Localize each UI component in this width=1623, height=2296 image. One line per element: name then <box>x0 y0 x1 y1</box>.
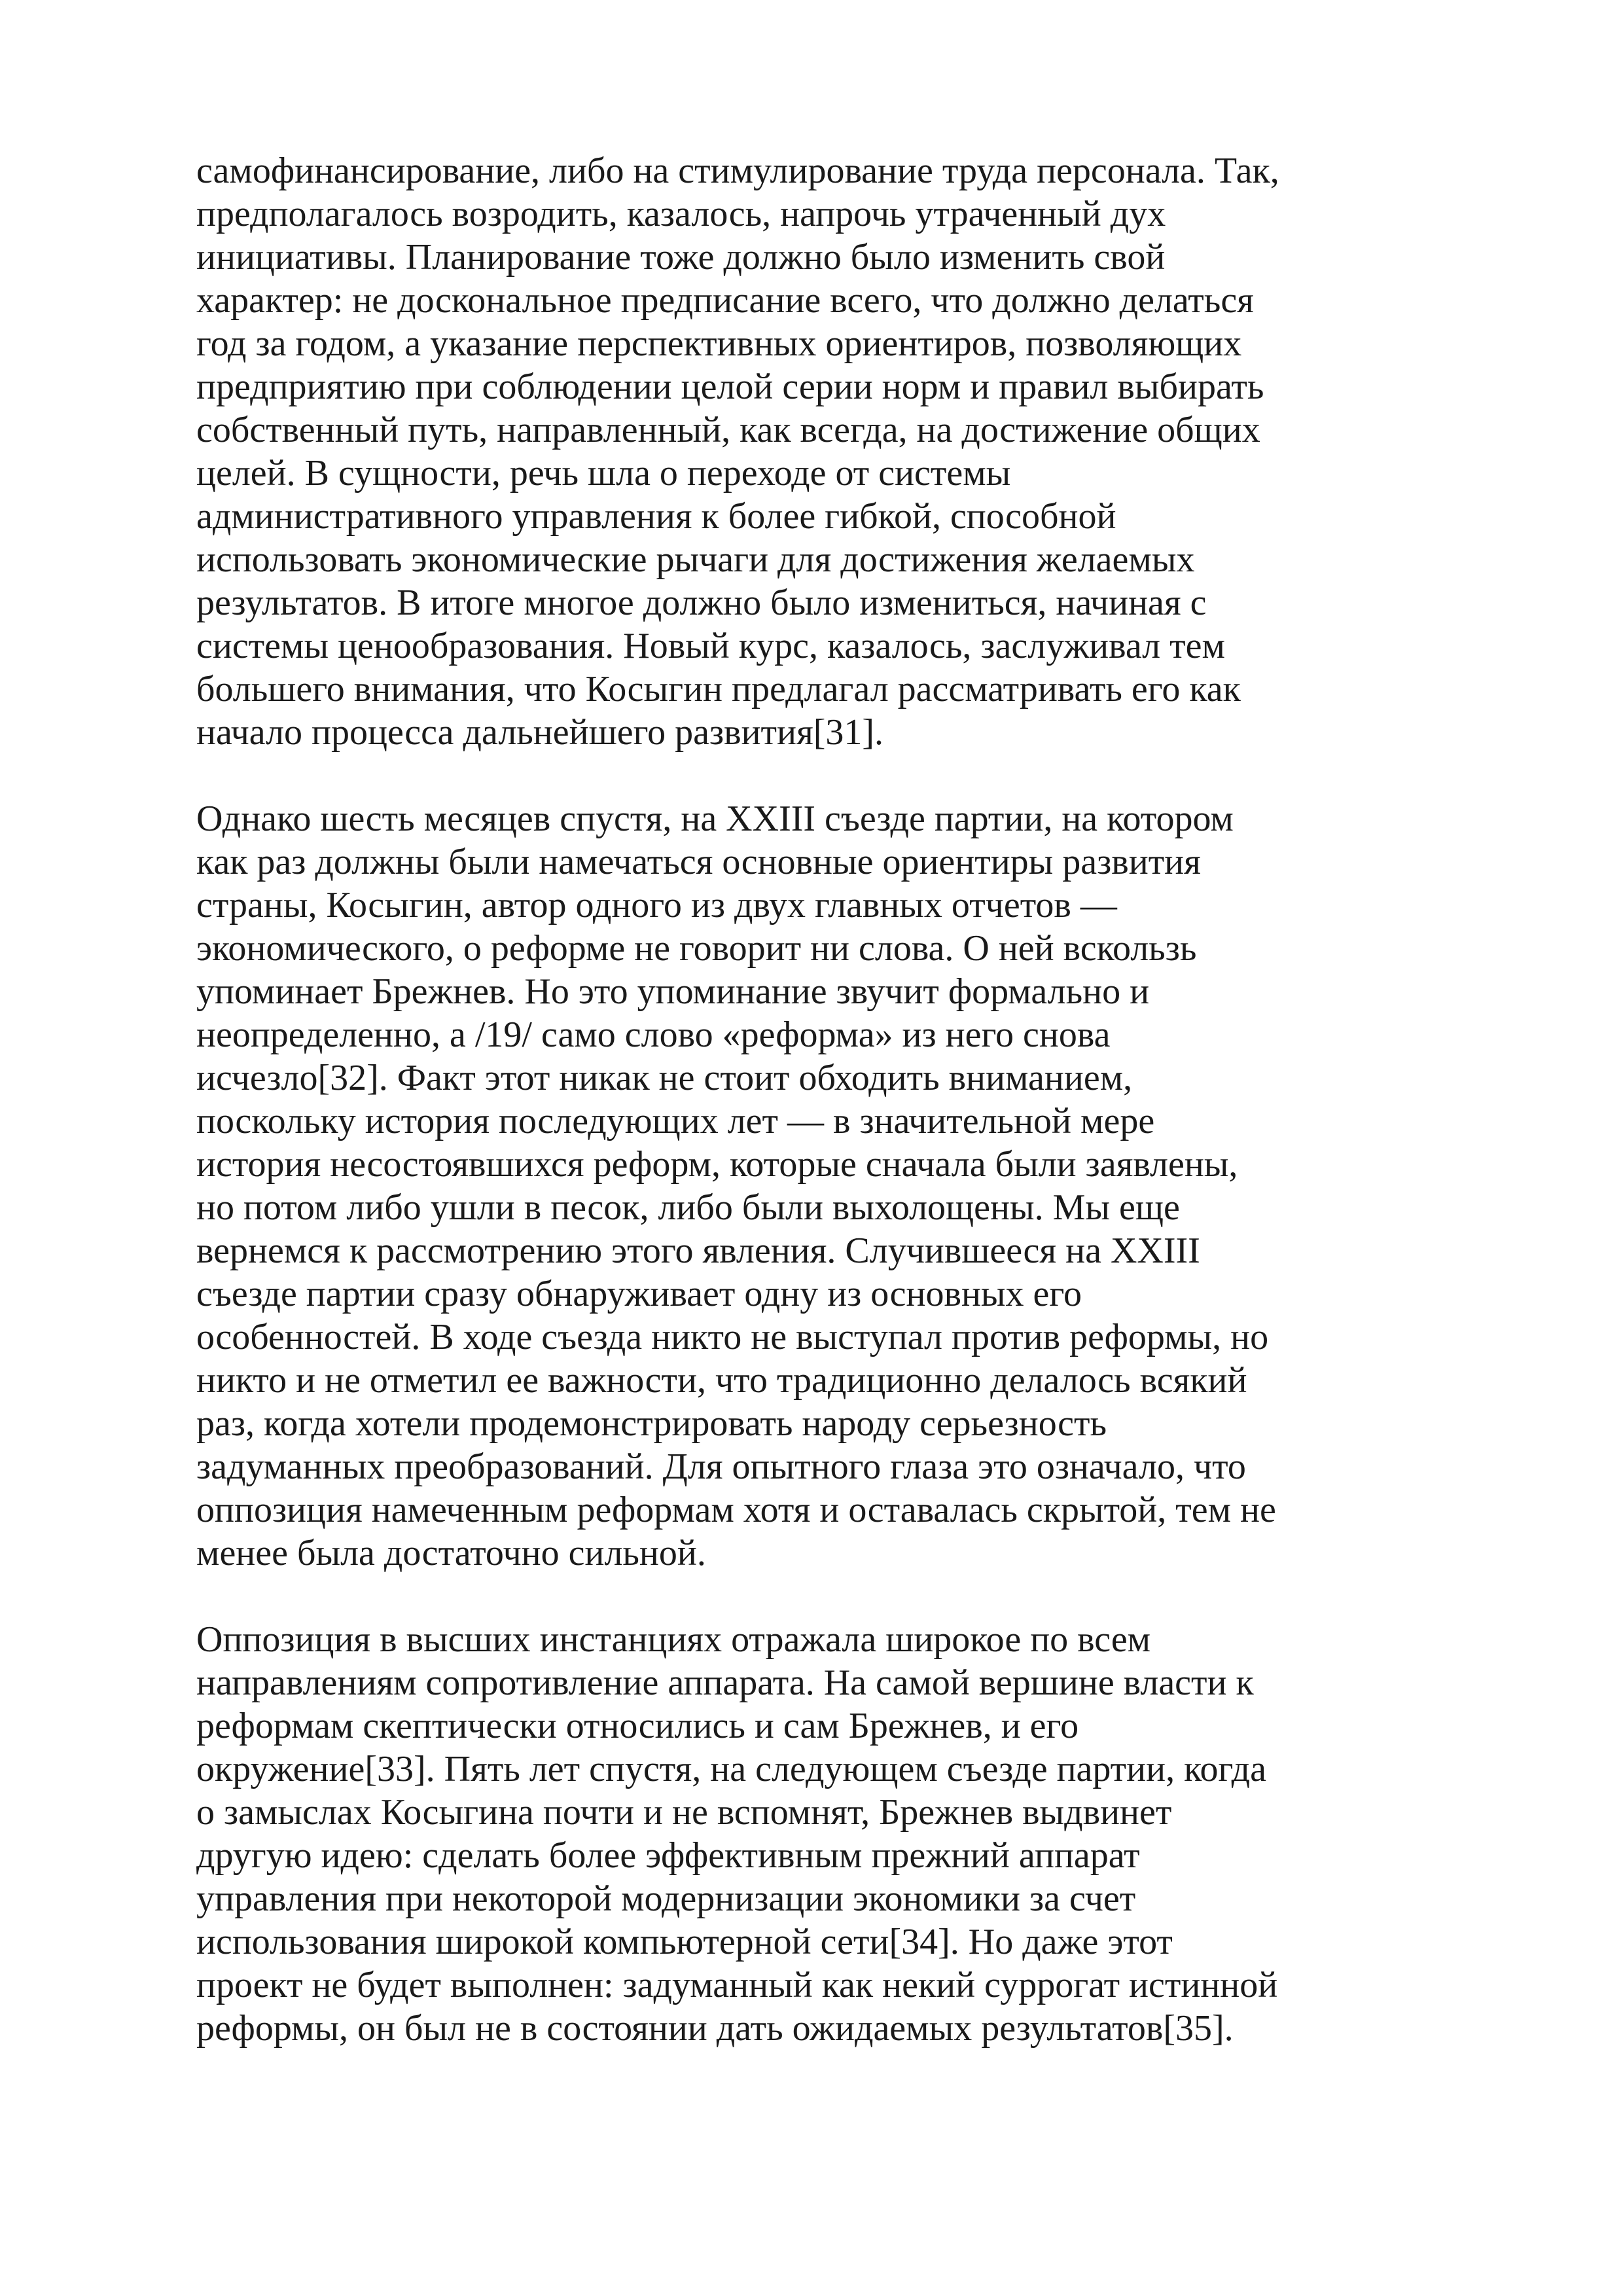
paragraph-3 <box>196 1618 1368 2050</box>
text-line: самофинансирование, либо на стимулирование труда персонала. Так, <box>196 151 1279 191</box>
text-line: вернемся к рассмотрению этого явления. Случившееся на XXIII <box>196 1230 1200 1271</box>
text-line: поскольку история последующих лет — в значительной мере <box>196 1101 1155 1141</box>
text-line: год за годом, а указание перспективных ориентиров, позволяющих <box>196 323 1242 364</box>
text-line: предприятию при соблюдении целой серии норм и правил выбирать <box>196 367 1264 407</box>
text-line: административного управления к более гибкой, способной <box>196 496 1116 537</box>
text-line: целей. В сущности, речь шла о переходе от системы <box>196 453 1011 493</box>
paragraph-2 <box>196 797 1368 1575</box>
text-line: использования широкой компьютерной сети[34]. Но даже этот <box>196 1922 1173 1962</box>
text-line: предполагалось возродить, казалось, напрочь утраченный дух <box>196 194 1166 234</box>
text-line: но потом либо ушли в песок, либо были выхолощены. Мы еще <box>196 1187 1180 1228</box>
text-line: экономического, о реформе не говорит ни слова. О ней вскользь <box>196 928 1197 969</box>
paragraph-spacer <box>196 754 1368 797</box>
text-line: использовать экономические рычаги для достижения желаемых <box>196 539 1195 580</box>
paragraph-1 <box>196 149 1368 754</box>
text-line: о замыслах Косыгина почти и не вспомнят, Брежнев выдвинет <box>196 1792 1172 1833</box>
text-line: исчезло[32]. Факт этот никак не стоит обходить вниманием, <box>196 1058 1133 1098</box>
text-line: никто и не отметил ее важности, что традиционно делалось всякий <box>196 1360 1247 1401</box>
text-line: задуманных преобразований. Для опытного глаза это означало, что <box>196 1446 1246 1487</box>
text-line: Оппозиция в высших инстанциях отражала широкое по всем <box>196 1619 1151 1660</box>
text-line: характер: не доскональное предписание всего, что должно делаться <box>196 280 1254 321</box>
text-line: реформам скептически относились и сам Брежнев, и его <box>196 1706 1079 1746</box>
text-line: съезде партии сразу обнаруживает одну из основных его <box>196 1274 1082 1314</box>
text-line: большего внимания, что Косыгин предлагал рассматривать его как <box>196 669 1241 709</box>
text-line: раз, когда хотели продемонстрировать народу серьезность <box>196 1403 1107 1444</box>
text-line: страны, Косыгин, автор одного из двух главных отчетов — <box>196 885 1117 925</box>
text-line: инициативы. Планирование тоже должно было изменить свой <box>196 237 1166 278</box>
text-line: оппозиция намеченным реформам хотя и оставалась скрытой, тем не <box>196 1490 1276 1530</box>
text-line: история несостоявшихся реформ, которые сначала были заявлены, <box>196 1144 1238 1185</box>
text-line: собственный путь, направленный, как всегда, на достижение общих <box>196 410 1260 450</box>
text-line: направлениям сопротивление аппарата. На самой вершине власти к <box>196 1662 1254 1703</box>
text-line: упоминает Брежнев. Но это упоминание звучит формально и <box>196 971 1150 1012</box>
text-line: реформы, он был не в состоянии дать ожидаемых результатов[35]. <box>196 2008 1234 2049</box>
text-line: системы ценообразования. Новый курс, казалось, заслуживал тем <box>196 626 1225 666</box>
text-line: результатов. В итоге многое должно было измениться, начиная с <box>196 583 1207 623</box>
text-line: особенностей. В ходе съезда никто не выступал против реформы, но <box>196 1317 1269 1357</box>
text-line: проект не будет выполнен: задуманный как некий суррогат истинной <box>196 1965 1278 2005</box>
text-line: неопределенно, а /19/ само слово «реформа» из него снова <box>196 1014 1111 1055</box>
text-line: как раз должны были намечаться основные ориентиры развития <box>196 842 1201 882</box>
text-line: менее была достаточно сильной. <box>196 1533 706 1573</box>
text-line: другую идею: сделать более эффективным прежний аппарат <box>196 1835 1140 1876</box>
text-line: управления при некоторой модернизации экономики за счет <box>196 1878 1136 1919</box>
paragraph-spacer <box>196 1575 1368 1618</box>
body-text <box>196 149 1368 2050</box>
text-line: начало процесса дальнейшего развития[31]. <box>196 712 884 753</box>
text-line: Однако шесть месяцев спустя, на XXIII съезде партии, на котором <box>196 798 1234 839</box>
text-line: окружение[33]. Пять лет спустя, на следующем съезде партии, когда <box>196 1749 1266 1789</box>
